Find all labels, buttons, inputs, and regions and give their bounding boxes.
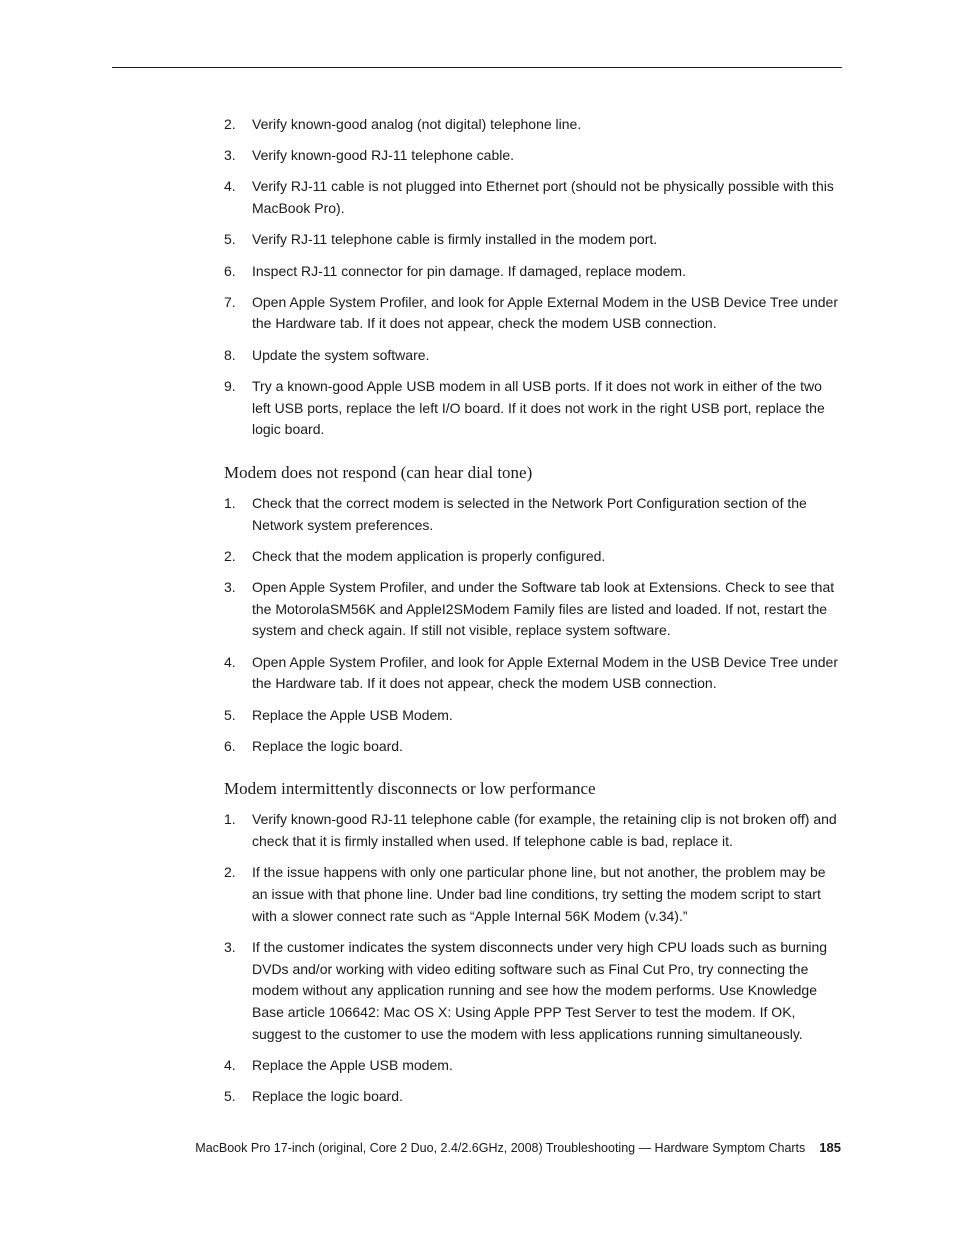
list-item	[224, 1055, 844, 1077]
section-heading-no-respond: Modem does not respond (can hear dial tone)	[224, 462, 533, 482]
list-item-text: Verify RJ-11 cable is not plugged into Ethernet port (should not be physically possible with this MacBook Pro).	[252, 178, 834, 217]
list-item	[224, 705, 844, 727]
list-item-number: 2.	[224, 116, 236, 132]
list-item-text: Verify known-good RJ-11 telephone cable (for example, the retaining clip is not broken off) and check that it is firmly installed when used. If telephone cable is bad, replace it.	[252, 811, 837, 850]
list-item	[224, 1086, 844, 1108]
list-item	[224, 229, 844, 251]
list-item-text: Replace the Apple USB modem.	[252, 1057, 453, 1073]
list-item-number: 2.	[224, 864, 236, 881]
page-footer	[195, 1140, 841, 1155]
list-item	[224, 546, 844, 568]
list-item	[224, 577, 844, 642]
section-heading-disconnects: Modem intermittently disconnects or low performance	[224, 779, 596, 799]
list-item-number: 5.	[224, 706, 236, 723]
header-rule	[112, 67, 842, 68]
list-item-number: 6.	[224, 262, 236, 279]
list-item	[224, 652, 844, 695]
list-item-text: Replace the logic board.	[252, 737, 403, 754]
list-item-number: 4.	[224, 1057, 236, 1073]
list-item	[224, 937, 844, 1046]
steps-list-continued	[224, 114, 844, 441]
list-item-number: 5.	[224, 1088, 236, 1105]
list-item	[224, 862, 844, 927]
list-item	[224, 292, 844, 335]
list-item-text: Replace the logic board.	[252, 1088, 403, 1105]
list-item-number: 7.	[224, 293, 236, 310]
list-item-text: Open Apple System Profiler, and under the Software tab look at Extensions. Check to see that the MotorolaSM56K and AppleI2SModem Family files are listed and loaded. If not, restart the system and check again. If still not visible, replace system software.	[252, 579, 835, 639]
list-item-number: 6.	[224, 737, 236, 754]
steps-list-disconnects	[224, 809, 844, 1107]
list-item-number: 1.	[224, 494, 236, 511]
list-item-text: Open Apple System Profiler, and look for Apple External Modem in the USB Device Tree under the Hardware tab. If it does not appear, check the modem USB connection.	[252, 293, 838, 332]
list-item-number: 3.	[224, 938, 236, 955]
page-number: 185	[819, 1140, 841, 1155]
list-item-number: 4.	[224, 178, 236, 195]
list-item-text: If the issue happens with only one particular phone line, but not another, the problem may be an issue with that phone line. Under bad line conditions, try setting the modem script to start with a slower connect rate such as “Apple Internal 56K Modem (v.34).”	[252, 864, 826, 924]
list-item-text: Inspect RJ-11 connector for pin damage. If damaged, replace modem.	[252, 262, 686, 279]
list-item	[224, 261, 844, 283]
list-item-number: 5.	[224, 231, 236, 248]
steps-list-no-respond	[224, 493, 844, 758]
list-item	[224, 114, 844, 136]
list-item	[224, 176, 844, 219]
list-item-number: 9.	[224, 377, 236, 394]
list-item-number: 3.	[224, 147, 236, 164]
list-item-text: Try a known-good Apple USB modem in all USB ports. If it does not work in either of the two left USB ports, replace the left I/O board. If it does not work in the right USB port, replace the logic board.	[252, 377, 825, 438]
list-item	[224, 376, 844, 441]
footer-title: MacBook Pro 17-inch (original, Core 2 Duo, 2.4/2.6GHz, 2008) Troubleshooting — Hardware Symptom Charts	[195, 1141, 806, 1155]
list-item-text: Verify RJ-11 telephone cable is firmly installed in the modem port.	[252, 231, 658, 248]
list-item-number: 4.	[224, 653, 236, 670]
list-item-text: If the customer indicates the system disconnects under very high CPU loads such as burning DVDs and/or working with video editing software such as Final Cut Pro, try connecting the modem without any application running and see how the modem performs. Use Knowledge Base article 106642: Mac OS X: Using Apple PPP Test Server to test the modem. If OK, suggest to the customer to use the modem with less applications running simultaneously.	[252, 938, 828, 1042]
list-item-number: 3.	[224, 579, 236, 596]
list-item-text: Update the system software.	[252, 346, 430, 363]
list-item-text: Verify known-good RJ-11 telephone cable.	[252, 147, 515, 164]
list-item-number: 1.	[224, 811, 236, 828]
list-item-text: Verify known-good analog (not digital) telephone line.	[252, 116, 582, 132]
list-item-number: 2.	[224, 547, 236, 564]
list-item-text: Open Apple System Profiler, and look for Apple External Modem in the USB Device Tree under the Hardware tab. If it does not appear, check the modem USB connection.	[252, 653, 838, 692]
list-item	[224, 145, 844, 167]
list-item	[224, 809, 844, 852]
list-item-text: Check that the correct modem is selected in the Network Port Configuration section of the Network system preferences.	[252, 494, 807, 533]
list-item	[224, 493, 844, 536]
list-item-text: Replace the Apple USB Modem.	[252, 706, 453, 723]
page-content	[224, 114, 844, 1117]
list-item	[224, 736, 844, 758]
list-item-number: 8.	[224, 346, 236, 363]
list-item-text: Check that the modem application is properly configured.	[252, 547, 606, 564]
list-item	[224, 345, 844, 367]
